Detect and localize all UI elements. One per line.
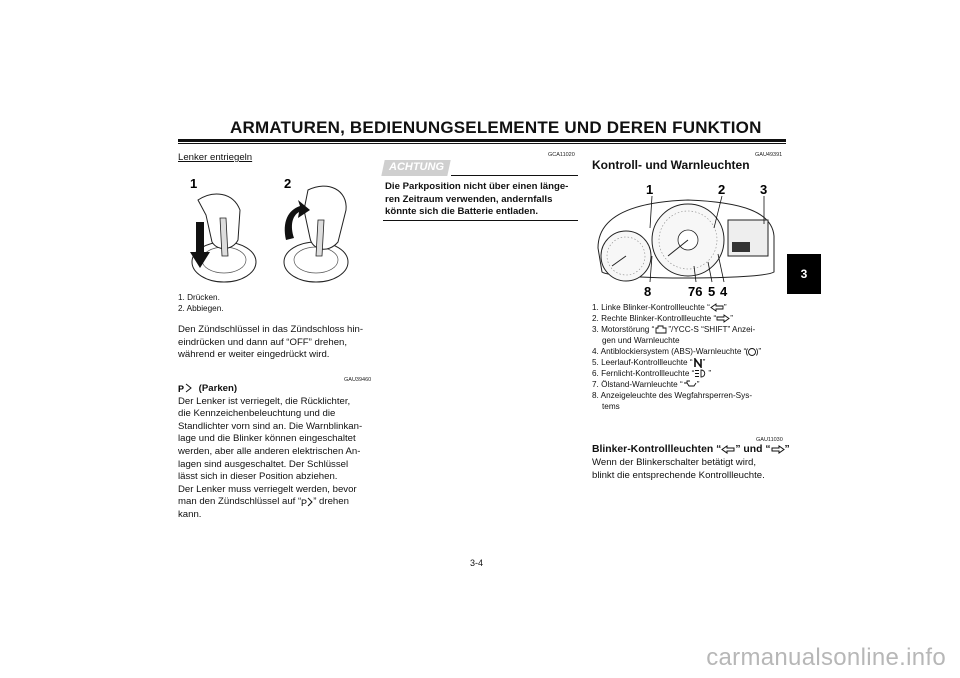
fig-caption-1: 1. Drücken.	[178, 293, 220, 302]
caution-code: GCA11020	[548, 152, 575, 158]
header-rule-thin	[178, 143, 786, 144]
legend-item-6: 6. Fernlicht-Kontrollleuchte “ ”	[592, 369, 712, 378]
cluster-label-4: 4	[720, 284, 728, 299]
legend-item-3: 3. Motorstörung “ ”/YCC-S “SHIFT” Anzei-	[592, 325, 756, 334]
achtung-rule	[451, 175, 578, 176]
parken-heading: P (Parken)	[178, 383, 238, 394]
left-turn-icon	[721, 445, 735, 454]
cluster-label-2: 2	[718, 182, 726, 197]
legend-item-1: 1. Linke Blinker-Kontrollleuchte “ ”	[592, 303, 727, 312]
section-heading-unlock: Lenker entriegeln	[178, 152, 253, 163]
svg-text:P: P	[178, 384, 185, 394]
svg-text:P: P	[301, 497, 308, 507]
cluster-label-1: 1	[646, 182, 654, 197]
fig-caption-2: 2. Abbiegen.	[178, 304, 224, 313]
right-turn-icon	[771, 445, 785, 454]
fig-label-1: 1	[190, 176, 198, 191]
parking-symbol-icon-inline	[301, 497, 313, 507]
legend-item-8: 8. Anzeigeleuchte des Wegfahrsperren-Sys-	[592, 391, 753, 400]
engine-icon	[654, 325, 668, 334]
abs-icon	[746, 347, 758, 357]
legend-item-3-cont: gen und Warnleuchte	[602, 336, 680, 345]
cluster-label-5: 5	[708, 284, 716, 299]
caution-bottom-rule	[383, 220, 578, 221]
indicator-legend-list	[592, 302, 761, 412]
watermark: carmanualsonline.info	[706, 644, 946, 671]
parken-section: P (Parken) Der Lenker ist verriegelt, die Rücklichter, die Kennzeichenbeleuchtung und die Standlichter vorn sind an. Die Warnblinkan- lage und die Blinker können eingeschaltet werden, aber alle anderen elektrischen An- lagen sind ausgeschaltet. Der Schlüssel lässt sich in dieser Position abziehen. Der Lenker muss verriegelt werden, bevor man den Zündschlüssel auf “ P ” drehen kann.	[178, 383, 363, 520]
legend-item-5: 5. Leerlauf-Kontrollleuchte “ ”	[592, 358, 706, 367]
chapter-tab: 3	[787, 254, 821, 294]
cluster-label-76: 76	[688, 284, 703, 299]
blinker-heading: Blinker-Kontrollleuchten “ ” und “ ”	[592, 444, 790, 455]
cluster-label-3: 3	[760, 182, 768, 197]
oil-level-icon	[683, 380, 697, 389]
section-heading-indicators: Kontroll- und Warnleuchten	[592, 158, 750, 172]
section-code-2: GAU11030	[756, 437, 783, 443]
page-number: 3-4	[470, 558, 484, 568]
fig-caption-list	[178, 292, 224, 314]
right-arrow-icon	[716, 314, 730, 323]
ignition-switch-right	[284, 242, 348, 282]
section-code-1: GAU49391	[755, 152, 783, 158]
ref-code: GAU39460	[344, 377, 372, 383]
unlock-paragraph: Den Zündschlüssel in das Zündschloss hin- eindrücken und dann auf “OFF” drehen, während er weiter eingedrückt wird.	[178, 324, 364, 361]
legend-item-8-cont: tems	[602, 402, 620, 411]
legend-item-7: 7. Ölstand-Warnleuchte “ ”	[592, 380, 700, 389]
page-title: ARMATUREN, BEDIENUNGSELEMENTE UND DEREN FUNKTION	[230, 118, 762, 137]
header-rule-thick	[178, 139, 786, 142]
legend-item-4: 4. Antiblockiersystem (ABS)-Warnleuchte “ ”	[592, 347, 762, 356]
fig-label-2: 2	[284, 176, 292, 191]
caution-text: Die Parkposition nicht über einen länge- ren Zeitraum verwenden, andernfalls könnte sich die Batterie entladen.	[385, 181, 569, 218]
high-beam-icon	[694, 369, 708, 378]
left-arrow-icon	[710, 303, 724, 312]
achtung-badge: ACHTUNG	[389, 161, 444, 173]
neutral-icon	[693, 358, 703, 368]
hand-right	[304, 186, 346, 249]
cluster-label-8: 8	[644, 284, 652, 299]
blinker-paragraph: Wenn der Blinkerschalter betätigt wird, blinkt die entsprechende Kontrollleuchte.	[592, 457, 765, 481]
instrument-cluster-illustration	[592, 176, 784, 300]
parking-symbol-icon	[178, 383, 192, 393]
hand-left	[198, 194, 240, 249]
ignition-key-illustration	[178, 170, 374, 286]
legend-item-2: 2. Rechte Blinker-Kontrollleuchte “ ”	[592, 314, 733, 323]
